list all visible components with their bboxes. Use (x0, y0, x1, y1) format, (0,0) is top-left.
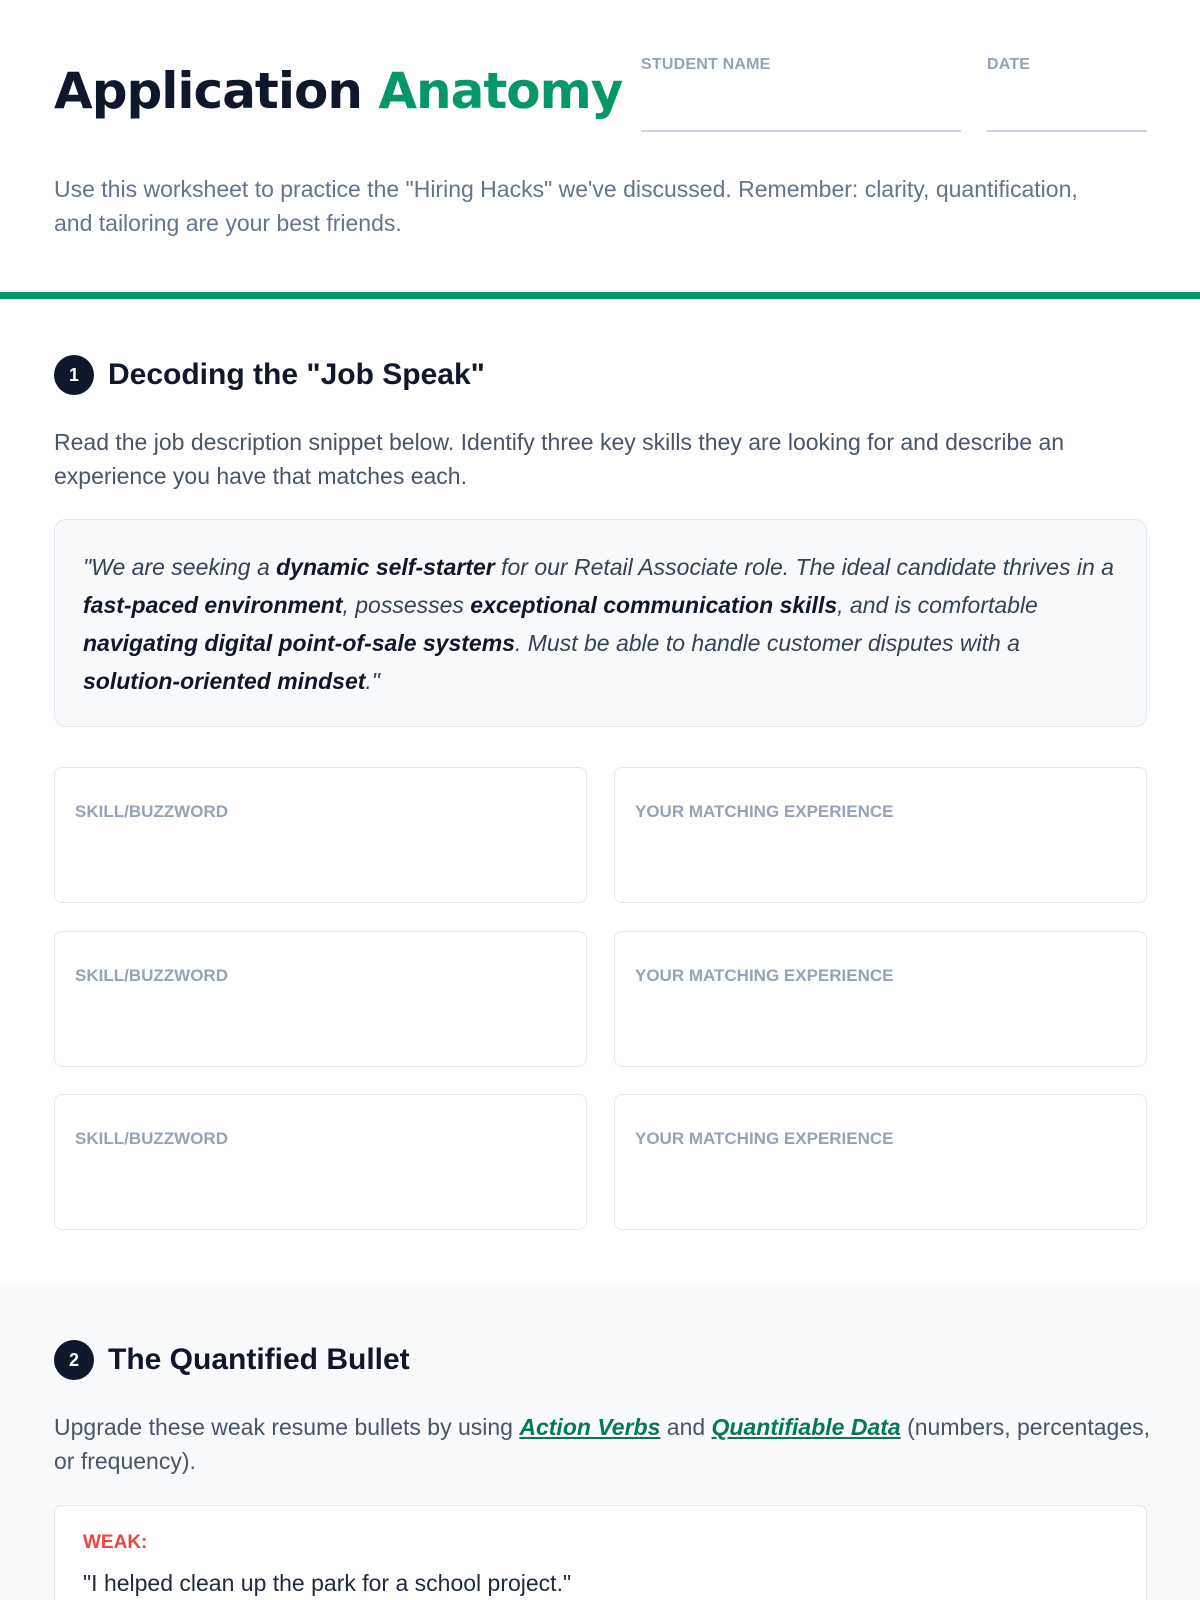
title-main: Application (54, 62, 362, 120)
section-title: The Quantified Bullet (108, 1343, 410, 1376)
quote-text: . Must be able to handle customer disputes with a (514, 630, 1020, 656)
action-verbs-link[interactable]: Action Verbs (519, 1414, 661, 1440)
quote-keyword: navigating digital point-of-sale systems (83, 630, 515, 656)
intro-text: Use this worksheet to practice the "Hiring Hacks" we've discussed. Remember: clarity, quantification, and tailoring are your best friends. (54, 176, 1078, 236)
experience-label: YOUR MATCHING EXPERIENCE (635, 802, 894, 821)
quote-text: ." (365, 668, 380, 694)
experience-field[interactable] (614, 1094, 1147, 1230)
experience-field[interactable] (614, 767, 1147, 903)
weak-bullet-text: "I helped clean up the park for a school project." (83, 1570, 572, 1596)
description-text: and (660, 1414, 712, 1440)
skill-field[interactable] (54, 767, 587, 903)
skill-field[interactable] (54, 1094, 587, 1230)
quantifiable-data-link[interactable]: Quantifiable Data (711, 1414, 901, 1440)
quote-text: , possesses (342, 592, 471, 618)
section-2-description (54, 1410, 1154, 1478)
section-2-heading (54, 1340, 410, 1380)
skill-label: SKILL/BUZZWORD (75, 1129, 228, 1148)
description-text: Upgrade these weak resume bullets by using (54, 1414, 520, 1440)
experience-field[interactable] (614, 931, 1147, 1067)
date-line[interactable] (987, 130, 1147, 132)
quote-keyword: fast-paced environment (83, 592, 343, 618)
experience-label: YOUR MATCHING EXPERIENCE (635, 966, 894, 985)
job-description-quote (54, 519, 1147, 727)
skill-label: SKILL/BUZZWORD (75, 802, 228, 821)
quote-keyword: dynamic self-starter (276, 554, 495, 580)
description-text: (numbers, percentages, or frequency). (54, 1414, 1150, 1474)
weak-label: WEAK: (83, 1532, 148, 1553)
experience-label: YOUR MATCHING EXPERIENCE (635, 1129, 894, 1148)
worksheet-header (0, 0, 1200, 296)
skill-label: SKILL/BUZZWORD (75, 966, 228, 985)
student-name-line[interactable] (641, 130, 961, 132)
skill-field[interactable] (54, 931, 587, 1067)
date-field[interactable] (987, 56, 1147, 74)
section-title: Decoding the "Job Speak" (108, 358, 485, 391)
quote-text: "We are seeking a (83, 554, 277, 580)
section-number-badge: 2 (54, 1340, 94, 1380)
section-1-description: Read the job description snippet below. Identify three key skills they are looking for and describe an experience you have that matches each. (54, 429, 1065, 489)
section-number-badge: 1 (54, 355, 94, 395)
quote-text: for our Retail Associate role. The ideal candidate thrives in a (494, 554, 1114, 580)
date-label: DATE (987, 56, 1031, 73)
header-divider (0, 292, 1200, 299)
quote-keyword: solution-oriented mindset (83, 668, 366, 694)
student-name-field[interactable] (641, 56, 961, 74)
section-1-heading (54, 355, 485, 395)
title-accent: Anatomy (378, 62, 623, 120)
weak-bullet-card (54, 1505, 1147, 1600)
page-title (54, 62, 622, 120)
quote-text: , and is comfortable (837, 592, 1038, 618)
student-name-label: STUDENT NAME (641, 56, 771, 73)
quote-keyword: exceptional communication skills (470, 592, 838, 618)
